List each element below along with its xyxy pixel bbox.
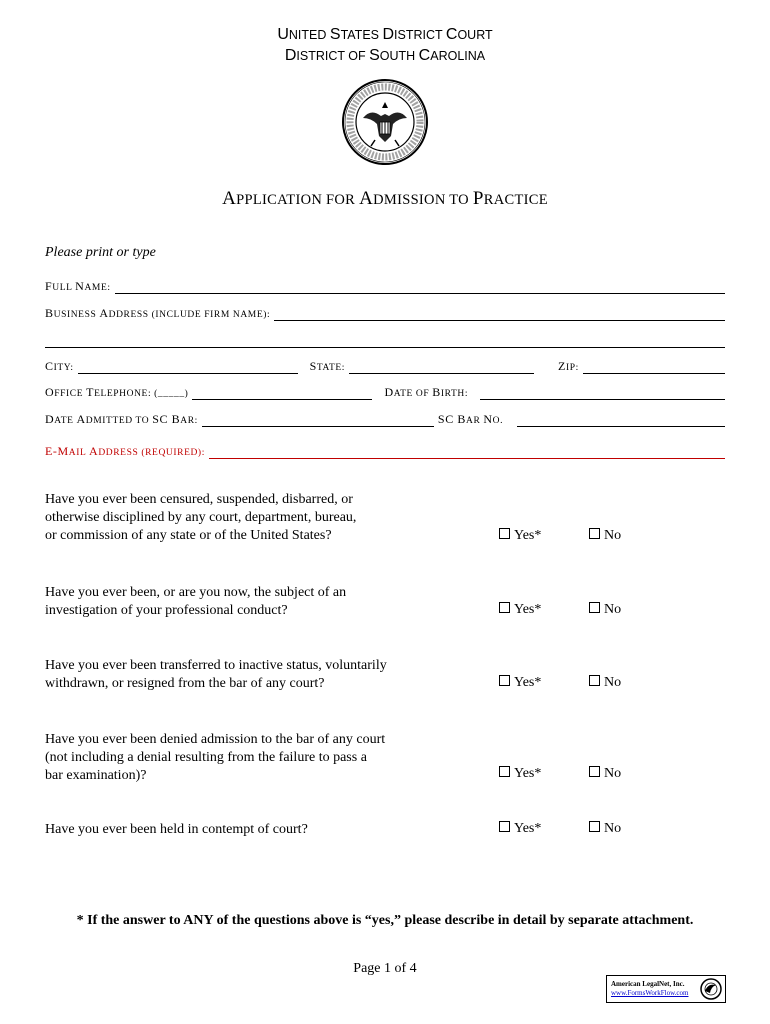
question-1: Have you ever been censured, suspended, disbarred, or otherwise disciplined by any court, department, bureau, or commission of any state or of the United States?	[45, 492, 357, 543]
publisher-stamp	[606, 975, 726, 1003]
date-admitted-line[interactable]	[202, 414, 434, 427]
office-telephone-label: OFFICE TELEPHONE: (_____)	[45, 385, 189, 399]
zip-label: ZIP:	[558, 359, 579, 373]
question-5: Have you ever been held in contempt of court?	[45, 822, 308, 837]
city-line[interactable]	[78, 361, 298, 374]
question-5-no-option[interactable]: No	[589, 821, 621, 837]
state-label: STATE:	[309, 359, 345, 373]
state-line[interactable]	[349, 361, 534, 374]
checkbox[interactable]	[589, 675, 600, 686]
checkbox[interactable]	[499, 675, 510, 686]
footnote: * If the answer to ANY of the questions above is “yes,” please describe in detail by separate attachment.	[76, 913, 694, 928]
question-4-no-option[interactable]: No	[589, 766, 621, 782]
telephone-dob-row	[45, 382, 725, 400]
legalnet-logo-icon	[700, 978, 722, 1000]
date-admitted-label: DATE ADMITTED TO SC BAR:	[45, 412, 198, 426]
city-label: CITY:	[45, 359, 74, 373]
sc-bar-no-line[interactable]	[517, 414, 725, 427]
date-of-birth-line[interactable]	[480, 387, 725, 400]
district-court-seal-icon	[341, 78, 429, 166]
business-address-label: BUSINESS ADDRESS (INCLUDE FIRM NAME):	[45, 306, 271, 320]
publisher-link[interactable]: www.FormsWorkFlow.com	[611, 989, 689, 997]
checkbox[interactable]	[499, 821, 510, 832]
email-line[interactable]	[209, 446, 725, 459]
publisher-name: American LegalNet, Inc.	[611, 980, 685, 988]
checkbox[interactable]	[499, 528, 510, 539]
city-state-zip-row	[45, 356, 725, 374]
checkbox[interactable]	[589, 766, 600, 777]
full-name-label: FULL NAME:	[45, 279, 111, 293]
question-3-yes-option[interactable]: Yes*	[499, 675, 541, 691]
court-name: UNITED STATES DISTRICT COURT	[277, 26, 493, 43]
admission-bar-row	[45, 409, 725, 427]
question-2: Have you ever been, or are you now, the subject of an investigation of your professional conduct?	[45, 585, 347, 618]
checkbox[interactable]	[499, 766, 510, 777]
email-label: E-MAIL ADDRESS (REQUIRED):	[45, 444, 205, 458]
zip-line[interactable]	[583, 361, 725, 374]
instruction-text: Please print or type	[45, 245, 156, 260]
question-1-no-option[interactable]: No	[589, 528, 621, 544]
question-1-yes-option[interactable]: Yes*	[499, 528, 541, 544]
business-address-continuation-line[interactable]	[45, 335, 725, 348]
question-2-yes-option[interactable]: Yes*	[499, 602, 541, 618]
question-2-no-option[interactable]: No	[589, 602, 621, 618]
sc-bar-no-label: SC BAR NO.	[437, 412, 504, 426]
business-address-field[interactable]	[45, 303, 725, 321]
question-3: Have you ever been transferred to inactive status, voluntarily withdrawn, or resigned from the bar of any court?	[45, 658, 387, 691]
question-4: Have you ever been denied admission to the bar of any court (not including a denial resulting from the failure to pass a bar examination)?	[45, 732, 386, 783]
business-address-line[interactable]	[274, 308, 725, 321]
district-name: DISTRICT OF SOUTH CAROLINA	[284, 47, 486, 64]
full-name-field[interactable]	[45, 276, 725, 294]
question-4-yes-option[interactable]: Yes*	[499, 766, 541, 782]
form-title: APPLICATION FOR ADMISSION TO PRACTICE	[222, 188, 548, 209]
email-field[interactable]	[45, 441, 725, 459]
checkbox[interactable]	[499, 602, 510, 613]
date-of-birth-label: DATE OF BIRTH:	[384, 385, 469, 399]
business-address-line-2[interactable]	[45, 330, 725, 348]
checkbox[interactable]	[589, 528, 600, 539]
full-name-line[interactable]	[115, 281, 725, 294]
checkbox[interactable]	[589, 821, 600, 832]
question-3-no-option[interactable]: No	[589, 675, 621, 691]
page-number: Page 1 of 4	[353, 961, 417, 976]
question-5-yes-option[interactable]: Yes*	[499, 821, 541, 837]
office-telephone-line[interactable]	[192, 387, 372, 400]
checkbox[interactable]	[589, 602, 600, 613]
